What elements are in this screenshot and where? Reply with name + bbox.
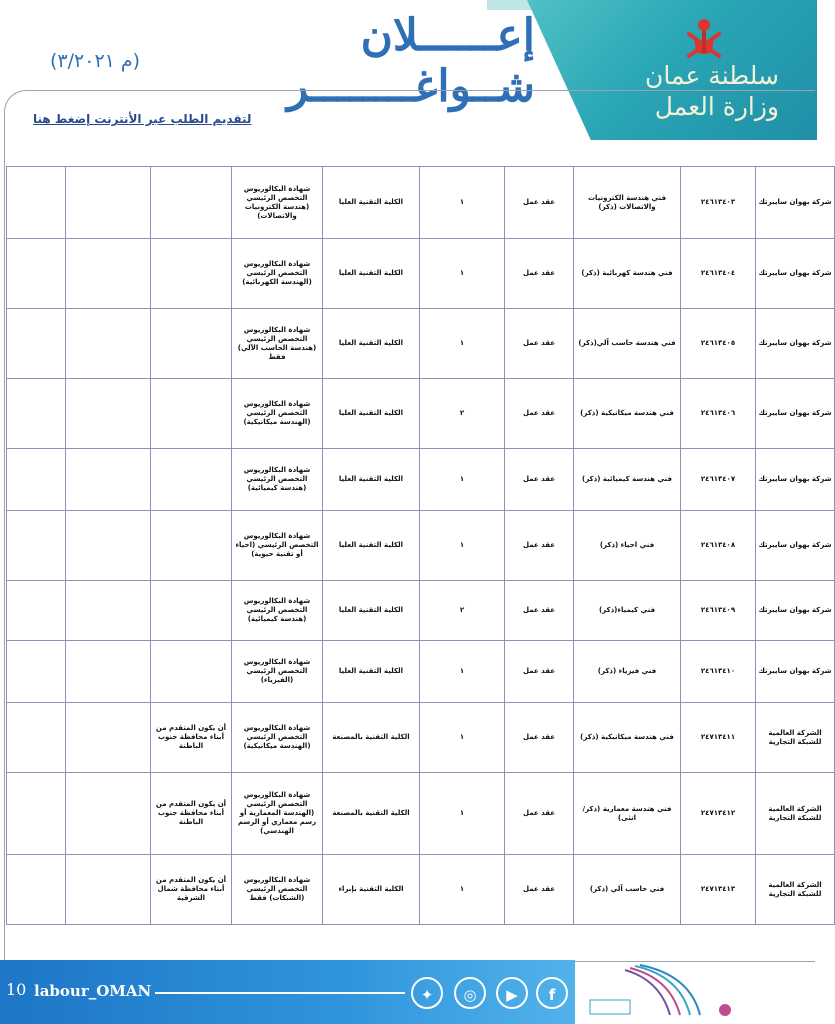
qualification-cell: شهادة البكالوريوس التخصص الرئيسي (الشبكات) فقط — [232, 855, 323, 925]
table-row — [7, 511, 835, 581]
page-number: 10 — [6, 980, 27, 999]
job-code-cell: ٢٤٧١٣٤١١ — [681, 703, 756, 773]
job-title-cell: فني حاسب آلي (ذكر) — [574, 855, 681, 925]
empty-cell — [66, 309, 151, 379]
table-row — [7, 641, 835, 703]
condition-cell — [151, 641, 232, 703]
vacancy-count-cell: ١ — [420, 449, 505, 511]
instagram-icon[interactable]: ◎ — [454, 977, 486, 1009]
empty-cell — [7, 703, 66, 773]
empty-cell — [66, 449, 151, 511]
vacancy-count-cell: ١ — [420, 511, 505, 581]
job-title-cell: فني هندسة ميكانيكية (ذكر) — [574, 703, 681, 773]
vacancy-count-cell: ١ — [420, 167, 505, 239]
company-cell: شركة بهوان سايبرتك — [756, 167, 835, 239]
announcement-date: (م ٣/٢٠٢١) — [50, 50, 141, 72]
table-row — [7, 167, 835, 239]
interview-place-cell: الكلية التقنية بالمصنعة — [323, 703, 420, 773]
table-row — [7, 581, 835, 641]
qualification-cell: شهادة البكالوريوس التخصص الرئيسي (الهندسة ميكانيكية) — [232, 703, 323, 773]
job-title-cell: فني هندسة معمارية (ذكر/انثى) — [574, 773, 681, 855]
empty-cell — [7, 449, 66, 511]
job-code-cell: ٢٤٦١٣٤٠٩ — [681, 581, 756, 641]
job-title-cell: فني احياء (ذكر) — [574, 511, 681, 581]
vacancy-count-cell: ٢ — [420, 581, 505, 641]
condition-cell — [151, 309, 232, 379]
contract-type-cell: عقد عمل — [505, 581, 574, 641]
empty-cell — [66, 703, 151, 773]
empty-cell — [66, 773, 151, 855]
contract-type-cell: عقد عمل — [505, 511, 574, 581]
company-cell: شركة بهوان سايبرتك — [756, 641, 835, 703]
qualification-cell: شهادة البكالوريوس التخصص الرئيسي (احياء أو تقنية حيوية) — [232, 511, 323, 581]
empty-cell — [7, 773, 66, 855]
company-cell: شركة بهوان سايبرتك — [756, 581, 835, 641]
job-title-cell: فني كيمياء(ذكر) — [574, 581, 681, 641]
contract-type-cell: عقد عمل — [505, 855, 574, 925]
twitter-icon[interactable]: ✦ — [411, 977, 443, 1009]
table-row — [7, 703, 835, 773]
table-row — [7, 379, 835, 449]
company-cell: الشركة العالمية للشبكة التجارية — [756, 773, 835, 855]
condition-cell — [151, 449, 232, 511]
company-cell: شركة بهوان سايبرتك — [756, 309, 835, 379]
empty-cell — [7, 239, 66, 309]
youtube-icon[interactable]: ▶ — [496, 977, 528, 1009]
condition-cell — [151, 239, 232, 309]
qualification-cell: شهادة البكالوريوس التخصص الرئيسي (هندسة كيميائية) — [232, 449, 323, 511]
vacancy-count-cell: ١ — [420, 641, 505, 703]
facebook-icon[interactable]: f — [536, 977, 568, 1009]
empty-cell — [66, 511, 151, 581]
company-cell: الشركة العالمية للشبكة التجارية — [756, 855, 835, 925]
vacancy-count-cell: ١ — [420, 773, 505, 855]
ministry-line-2: وزارة العمل — [654, 92, 779, 121]
page-title: إعــــــلان شــواغــــــــر — [286, 10, 535, 112]
job-code-cell: ٢٤٦١٣٤٠٥ — [681, 309, 756, 379]
empty-cell — [7, 379, 66, 449]
vacancies-table — [6, 166, 835, 925]
empty-cell — [7, 167, 66, 239]
interview-place-cell: الكلية التقنية بالمصنعة — [323, 773, 420, 855]
contract-type-cell: عقد عمل — [505, 239, 574, 309]
contract-type-cell: عقد عمل — [505, 641, 574, 703]
apply-online-link[interactable]: لتقديم الطلب عبر الأنترنت إضغط هنا — [33, 112, 252, 126]
empty-cell — [66, 379, 151, 449]
condition-cell: أن يكون المتقدم من أبناء محافظة جنوب الباطنة — [151, 773, 232, 855]
company-cell: الشركة العالمية للشبكة التجارية — [756, 703, 835, 773]
vacancy-count-cell: ١ — [420, 239, 505, 309]
interview-place-cell: الكلية التقنية العليا — [323, 379, 420, 449]
empty-cell — [66, 855, 151, 925]
company-cell: شركة بهوان سايبرتك — [756, 239, 835, 309]
job-title-cell: فني هندسة كيميائية (ذكر) — [574, 449, 681, 511]
interview-place-cell: الكلية التقنية العليا — [323, 641, 420, 703]
qualification-cell: شهادة البكالوريوس التخصص الرئيسي (هندسة الحاسب الآلي) فقط — [232, 309, 323, 379]
interview-place-cell: الكلية التقنية العليا — [323, 167, 420, 239]
contract-type-cell: عقد عمل — [505, 703, 574, 773]
qualification-cell: شهادة البكالوريوس التخصص الرئيسي (الهندسة المعمارية أو رسم معماري أو الرسم الهندسي) — [232, 773, 323, 855]
interview-place-cell: الكلية التقنية بإبراء — [323, 855, 420, 925]
job-code-cell: ٢٤٦١٣٤٠٣ — [681, 167, 756, 239]
empty-cell — [66, 581, 151, 641]
company-cell: شركة بهوان سايبرتك — [756, 449, 835, 511]
empty-cell — [7, 309, 66, 379]
oman-vision-logo-icon — [585, 960, 815, 1024]
empty-cell — [7, 855, 66, 925]
empty-cell — [66, 167, 151, 239]
job-code-cell: ٢٤٦١٣٤١٠ — [681, 641, 756, 703]
contract-type-cell: عقد عمل — [505, 309, 574, 379]
qualification-cell: شهادة البكالوريوس التخصص الرئيسي (هندسة كيميائية) — [232, 581, 323, 641]
job-title-cell: فني هندسة الكترونيات والاتصالات (ذكر) — [574, 167, 681, 239]
vacancy-count-cell: ١ — [420, 703, 505, 773]
interview-place-cell: الكلية التقنية العليا — [323, 511, 420, 581]
contract-type-cell: عقد عمل — [505, 773, 574, 855]
qualification-cell: شهادة البكالوريوس التخصص الرئيسي (هندسة الكترونيات والاتصالات) — [232, 167, 323, 239]
condition-cell — [151, 581, 232, 641]
interview-place-cell: الكلية التقنية العليا — [323, 581, 420, 641]
interview-place-cell: الكلية التقنية العليا — [323, 449, 420, 511]
footer-divider — [155, 992, 405, 994]
job-title-cell: فني هندسة حاسب آلي(ذكر) — [574, 309, 681, 379]
empty-cell — [7, 511, 66, 581]
interview-place-cell: الكلية التقنية العليا — [323, 239, 420, 309]
contract-type-cell: عقد عمل — [505, 449, 574, 511]
contract-type-cell: عقد عمل — [505, 379, 574, 449]
table-row — [7, 449, 835, 511]
empty-cell — [66, 239, 151, 309]
oman-emblem-icon — [679, 12, 729, 62]
qualification-cell: شهادة البكالوريوس التخصص الرئيسي (الهندسة ميكانيكية) — [232, 379, 323, 449]
ministry-line-1: سلطنة عمان — [645, 61, 779, 90]
empty-cell — [7, 581, 66, 641]
condition-cell — [151, 167, 232, 239]
job-title-cell: فني هندسة كهربائية (ذكر) — [574, 239, 681, 309]
job-code-cell: ٢٤٦١٣٤٠٧ — [681, 449, 756, 511]
job-title-cell: فني فيزياء (ذكر) — [574, 641, 681, 703]
table-row — [7, 309, 835, 379]
vacancies-table-body — [7, 167, 835, 925]
company-cell: شركة بهوان سايبرتك — [756, 379, 835, 449]
vacancy-count-cell: ١ — [420, 855, 505, 925]
table-row — [7, 855, 835, 925]
interview-place-cell: الكلية التقنية العليا — [323, 309, 420, 379]
table-row — [7, 773, 835, 855]
job-code-cell: ٢٤٦١٣٤٠٤ — [681, 239, 756, 309]
job-code-cell: ٢٤٦١٣٤٠٨ — [681, 511, 756, 581]
qualification-cell: شهادة البكالوريوس التخصص الرئيسي (الهندسة الكهربائية) — [232, 239, 323, 309]
condition-cell — [151, 511, 232, 581]
empty-cell — [7, 641, 66, 703]
condition-cell: أن يكون المتقدم من أبناء محافظة شمال الشرقية — [151, 855, 232, 925]
vacancy-count-cell: ١ — [420, 309, 505, 379]
qualification-cell: شهادة البكالوريوس التخصص الرئيسي (الفيزياء) — [232, 641, 323, 703]
condition-cell: أن يكون المتقدم من أبناء محافظة جنوب الباطنة — [151, 703, 232, 773]
job-code-cell: ٢٤٧١٣٤١٣ — [681, 855, 756, 925]
job-title-cell: فني هندسة ميكانيكية (ذكر) — [574, 379, 681, 449]
table-row — [7, 239, 835, 309]
company-cell: شركة بهوان سايبرتك — [756, 511, 835, 581]
empty-cell — [66, 641, 151, 703]
social-handle[interactable]: labour_OMAN — [34, 982, 152, 1000]
contract-type-cell: عقد عمل — [505, 167, 574, 239]
job-code-cell: ٢٤٧١٣٤١٢ — [681, 773, 756, 855]
condition-cell — [151, 379, 232, 449]
job-code-cell: ٢٤٦١٣٤٠٦ — [681, 379, 756, 449]
vacancy-count-cell: ٢ — [420, 379, 505, 449]
